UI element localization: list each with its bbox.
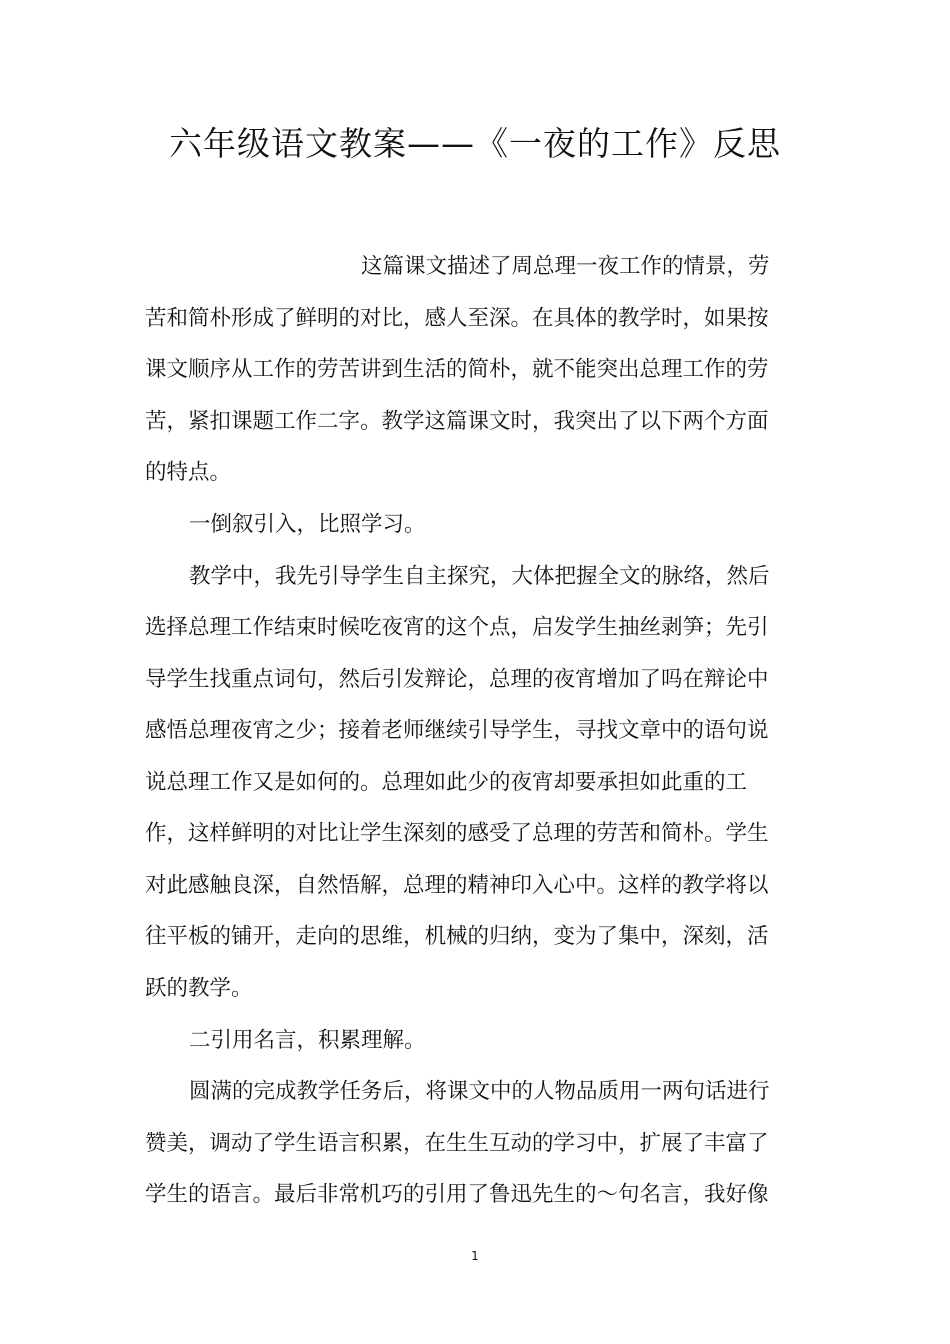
paragraph-line: 的特点。 bbox=[145, 460, 232, 485]
paragraph-line: 苦，紧扣课题工作二字。教学这篇课文时，我突出了以下两个方面 bbox=[145, 409, 769, 434]
paragraph-line: 课文顺序从工作的劳苦讲到生活的简朴，就不能突出总理工作的劳 bbox=[145, 357, 769, 382]
paragraph-line: 教学中，我先引导学生自主探究，大体把握全文的脉络，然后 bbox=[189, 564, 770, 589]
paragraph-line: 跃的教学。 bbox=[145, 976, 253, 1001]
paragraph-line: 圆满的完成教学任务后，将课文中的人物品质用一两句话进行 bbox=[189, 1079, 770, 1104]
paragraph-line: 导学生找重点词句，然后引发辩论，总理的夜宵增加了吗在辩论中 bbox=[145, 667, 769, 692]
paragraph-line: 赞美，调动了学生语言积累，在生生互动的学习中，扩展了丰富了 bbox=[145, 1131, 769, 1156]
section-heading: 二引用名言，积累理解。 bbox=[189, 1028, 426, 1053]
document-title: 六年级语文教案——《一夜的工作》反思 bbox=[169, 124, 781, 163]
paragraph-line: 这篇课文描述了周总理一夜工作的情景，劳 bbox=[361, 254, 770, 279]
page-number: 1 bbox=[471, 1249, 479, 1263]
paragraph-line: 感悟总理夜宵之少；接着老师继续引导学生，寻找文章中的语句说 bbox=[145, 718, 769, 743]
paragraph-line: 苦和简朴形成了鲜明的对比，感人至深。在具体的教学时，如果按 bbox=[145, 306, 769, 331]
section-heading: 一倒叙引入，比照学习。 bbox=[189, 512, 426, 537]
paragraph-line: 说总理工作又是如何的。总理如此少的夜宵却要承担如此重的工 bbox=[145, 770, 748, 795]
paragraph-line: 学生的语言。最后非常机巧的引用了鲁迅先生的～句名言，我好像 bbox=[145, 1182, 769, 1207]
paragraph-line: 对此感触良深，自然悟解，总理的精神印入心中。这样的教学将以 bbox=[145, 873, 769, 898]
paragraph-line: 作，这样鲜明的对比让学生深刻的感受了总理的劳苦和简朴。学生 bbox=[145, 821, 769, 846]
paragraph-line: 往平板的铺开，走向的思维，机械的归纳，变为了集中，深刻，活 bbox=[145, 924, 769, 949]
paragraph-line: 选择总理工作结束时候吃夜宵的这个点，启发学生抽丝剥笋；先引 bbox=[145, 615, 769, 640]
